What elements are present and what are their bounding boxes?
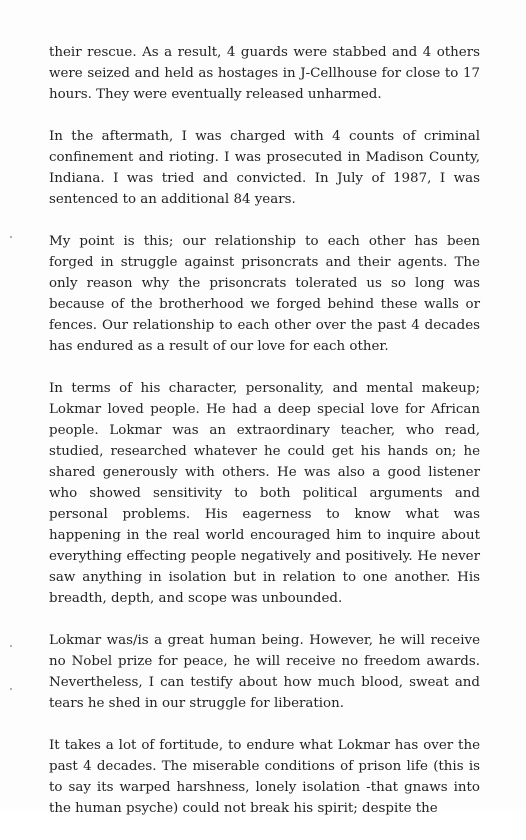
paragraph-relationship: My point is this; our relationship to each other has been forged in struggle against prisoncrats and their agents. The only reason why the prisoncrats tolerated us so long was because of the brotherhood we forged behind these walls or fences. Our relationship to each other over the past 4 decades has endured as a result of our love for each other.	[49, 234, 480, 354]
paragraph-rescue: their rescue. As a result, 4 guards were stabbed and 4 others were seized and held as hostages in J-Cellhouse for close to 17 hours. They were eventually released unharmed.	[49, 45, 480, 102]
margin-speck	[10, 236, 12, 238]
paragraph-character: In terms of his character, personality, and mental makeup; Lokmar loved people. He had a deep special love for African people. Lokmar was an extraordinary teacher, who read, studied, researched whatever he could get his hands on; he shared generously with others. He was also a good listener who showed sensitivity to both political arguments and personal problems. His eagerness to know what was happening in the real world encouraged him to inquire about everything effecting people negatively and positively. He never saw anything in isolation but in relation to one another. His breadth, depth, and scope was unbounded.	[49, 381, 480, 606]
paragraph-human-being: Lokmar was/is a great human being. However, he will receive no Nobel prize for peace, he will receive no freedom awards. Nevertheless, I can testify about how much blood, sweat and tears he shed in our struggle for liberation.	[49, 633, 480, 711]
paragraph-aftermath: In the aftermath, I was charged with 4 counts of criminal confinement and rioting. I was prosecuted in Madison County, Indiana. I was tried and convicted. In July of 1987, I was sentenced to an additional 84 years.	[49, 129, 480, 207]
margin-speck	[10, 688, 12, 690]
margin-speck	[10, 645, 12, 647]
body-text	[49, 42, 480, 840]
paragraph-fortitude: It takes a lot of fortitude, to endure what Lokmar has over the past 4 decades. The miserable conditions of prison life (this is to say its warped harshness, lonely isolation -that gnaws into the human psyche) could not break his spirit; despite the	[49, 738, 480, 816]
